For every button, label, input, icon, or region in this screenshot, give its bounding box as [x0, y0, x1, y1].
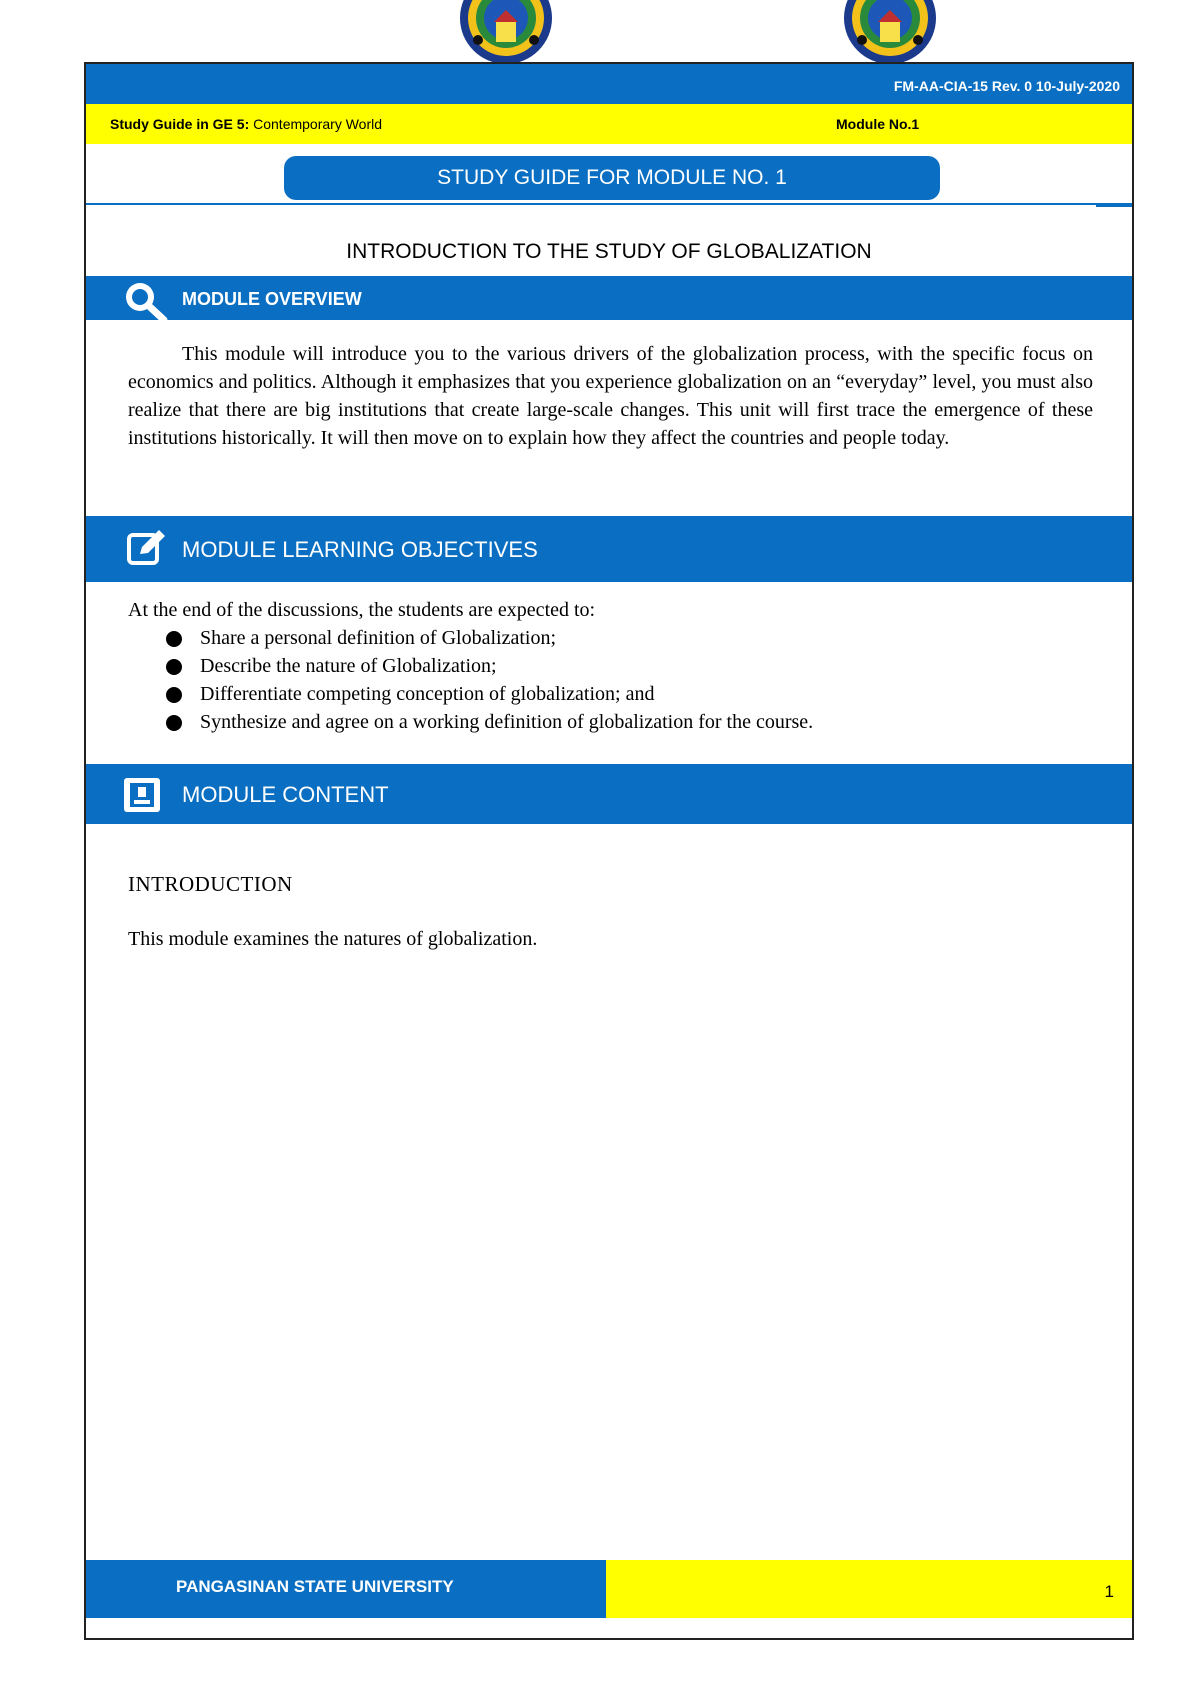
divider — [86, 203, 1132, 205]
list-item: Share a personal definition of Globalization; — [166, 624, 1088, 652]
module-overview-heading: MODULE OVERVIEW — [182, 289, 362, 309]
page-title: INTRODUCTION TO THE STUDY OF GLOBALIZATION — [346, 240, 872, 263]
course-label — [110, 116, 382, 132]
bullet-icon — [166, 687, 182, 703]
learning-objectives-header — [86, 516, 1132, 582]
university-name: PANGASINAN STATE UNIVERSITY — [176, 1577, 454, 1596]
bullet-icon — [166, 715, 182, 731]
list-item: Describe the nature of Globalization; — [166, 652, 1088, 680]
introduction-text: This module examines the natures of globalization. — [128, 928, 538, 950]
introduction-heading: INTRODUCTION — [128, 872, 293, 896]
form-code-bar — [86, 64, 1132, 104]
learning-objectives-heading: MODULE LEARNING OBJECTIVES — [182, 537, 538, 562]
document-icon — [122, 776, 162, 819]
objectives-list — [128, 624, 1088, 736]
bullet-icon — [166, 631, 182, 647]
module-number: Module No.1 — [836, 116, 920, 132]
form-code: FM-AA-CIA-15 Rev. 0 10-July-2020 — [893, 78, 1120, 94]
course-name: Contemporary World — [249, 116, 383, 132]
magnifier-icon — [122, 280, 170, 329]
list-item: Synthesize and agree on a working definition of globalization for the course. — [166, 708, 1088, 736]
divider-accent — [1096, 203, 1132, 207]
overview-paragraph: This module will introduce you to the various drivers of the globalization process, with the specific focus on economics and politics. Although it emphasizes that you experience globalization on an “everyday” level, you must also realize that there are big institutions that create large-scale changes. This unit will first trace the emergence of these institutions historically. It will then move on to explain how they affect the countries and people today. — [128, 343, 1093, 449]
footer-page-bar — [606, 1560, 1132, 1618]
bullet-icon — [166, 659, 182, 675]
study-guide-banner: STUDY GUIDE FOR MODULE NO. 1 — [284, 156, 940, 200]
module-overview-header — [86, 276, 1132, 320]
objectives-block — [128, 596, 1088, 736]
page-number: 1 — [1104, 1582, 1114, 1601]
footer-university-bar — [86, 1560, 606, 1618]
edit-icon — [126, 528, 168, 575]
list-item: Differentiate competing conception of globalization; and — [166, 680, 1088, 708]
university-seal-logo-right — [844, 0, 936, 64]
course-prefix: Study Guide in GE 5: — [110, 116, 250, 132]
module-content-heading: MODULE CONTENT — [182, 782, 389, 807]
course-info-bar — [86, 104, 1132, 144]
university-seal-logo-left — [460, 0, 552, 64]
objectives-intro: At the end of the discussions, the students are expected to: — [128, 599, 596, 621]
module-content-header — [86, 764, 1132, 824]
